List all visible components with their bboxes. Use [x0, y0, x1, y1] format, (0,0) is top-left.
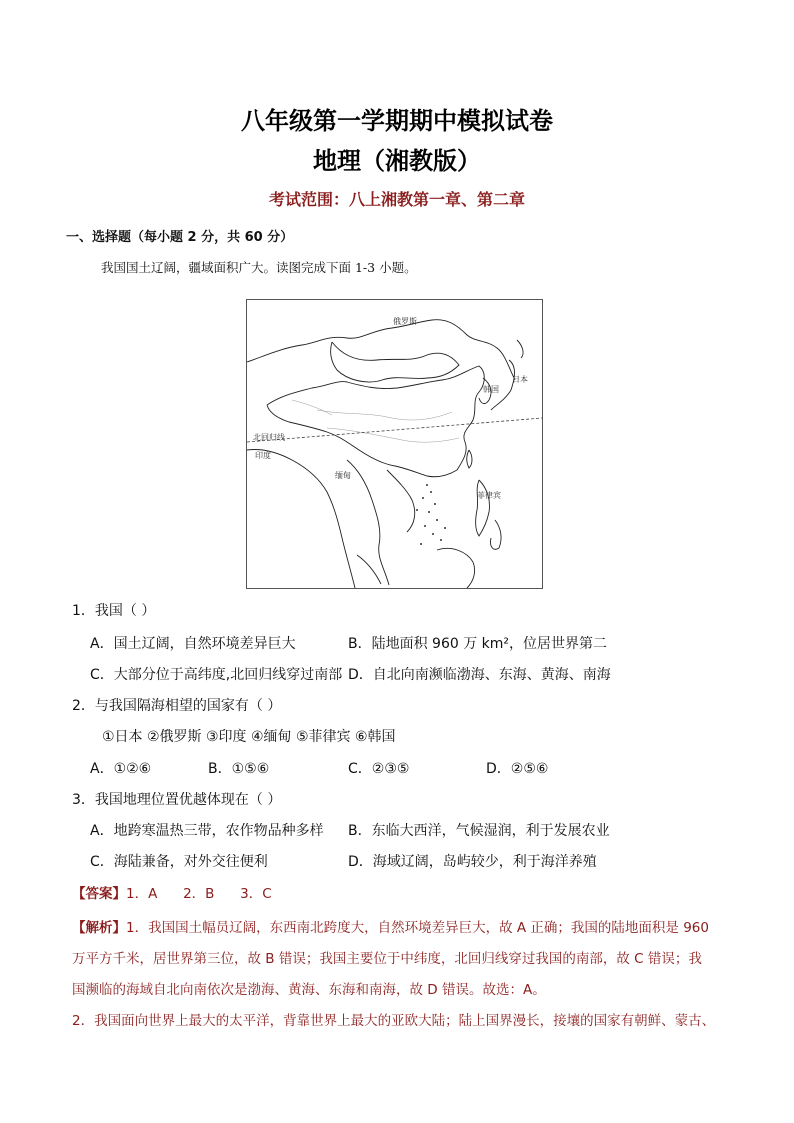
question-intro: 我国国土辽阔，疆域面积广大。读图完成下面 1-3 小题。	[101, 260, 417, 275]
map-label-india: 印度	[255, 451, 271, 460]
question-2-choices: ①日本 ②俄罗斯 ③印度 ④缅甸 ⑤菲律宾 ⑥韩国	[102, 729, 396, 745]
analysis-line-3: 国濒临的海域自北向南依次是渤海、黄海、东海和南海，故 D 错误。故选：A。	[72, 982, 546, 998]
exam-scope: 考试范围：八上湘教第一章、第二章	[268, 190, 525, 209]
question-2-option-a: A．①②⑥	[90, 761, 152, 777]
analysis-label: 【解析】	[72, 920, 126, 936]
analysis-line-2: 万平方千米，居世界第三位，故 B 错误；我国主要位于中纬度，北回归线穿过我国的南部，故 C 错误；我	[72, 951, 702, 967]
analysis-line-4: 2．我国面向世界上最大的太平洋，背靠世界上最大的亚欧大陆；陆上国界漫长，接壤的国家有朝鲜、蒙古、	[72, 1013, 716, 1029]
map-drawing	[247, 300, 542, 588]
question-2-option-b: B．①⑤⑥	[208, 761, 270, 777]
question-2-stem: 2．与我国隔海相望的国家有（ ）	[72, 698, 282, 714]
map-label-myanmar: 缅甸	[335, 471, 351, 480]
map-label-tropic: 北回归线	[253, 433, 285, 442]
answer-block	[72, 882, 272, 902]
analysis-block	[72, 913, 732, 1037]
answer-label: 【答案】	[72, 886, 126, 902]
question-3-stem: 3．我国地理位置优越体现在（ ）	[72, 792, 282, 808]
analysis-line-1: 1．我国国土幅员辽阔，东西南北跨度大，自然环境差异巨大，故 A 正确；我国的陆地面积是 960	[126, 920, 709, 936]
map-label-philippines: 菲律宾	[477, 491, 501, 500]
question-1-stem: 1．我国（ ）	[72, 603, 156, 619]
answer-text: 1．A 2．B 3．C	[126, 886, 272, 902]
question-2-option-c: C．②③⑤	[348, 761, 410, 777]
question-2-option-d: D．②⑤⑥	[486, 761, 549, 777]
china-map	[246, 299, 543, 589]
page-subtitle: 地理（湘教版）	[313, 147, 481, 175]
question-3-option-c: C．海陆兼备，对外交往便利	[90, 854, 268, 870]
question-3-option-d: D．海域辽阔，岛屿较少，利于海洋养殖	[348, 854, 597, 870]
question-3-option-a: A．地跨寒温热三带，农作物品种多样	[90, 823, 324, 839]
map-label-japan: 日本	[512, 375, 528, 384]
page-title: 八年级第一学期期中模拟试卷	[241, 107, 553, 135]
question-3-option-b: B．东临大西洋，气候湿润，利于发展农业	[348, 823, 610, 839]
question-1-option-b: B．陆地面积 960 万 km²，位居世界第二	[348, 636, 608, 652]
question-1-option-a: A．国土辽阔，自然环境差异巨大	[90, 636, 296, 652]
question-1-option-c: C．大部分位于高纬度,北回归线穿过南部	[90, 667, 343, 683]
section-heading: 一、选择题（每小题 2 分，共 60 分）	[66, 230, 294, 245]
map-label-korea: 韩国	[483, 385, 499, 394]
map-label-russia: 俄罗斯	[393, 317, 417, 326]
question-1-option-d: D．自北向南濒临渤海、东海、黄海、南海	[348, 667, 611, 683]
